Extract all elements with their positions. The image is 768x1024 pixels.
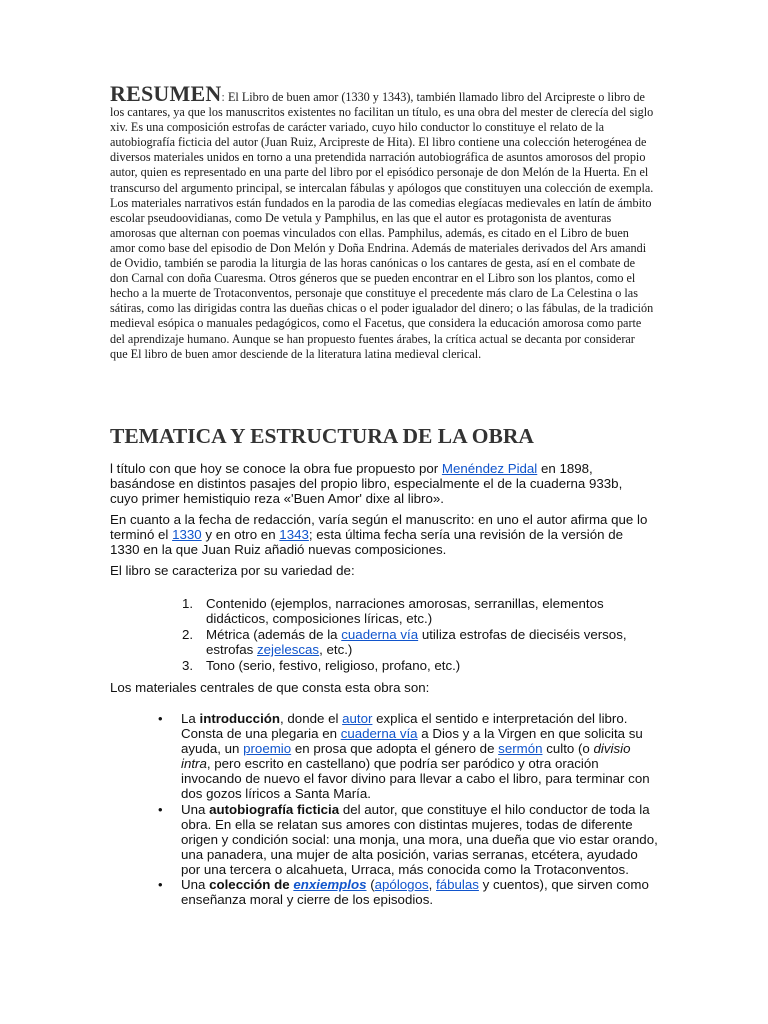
menendez-pidal-link[interactable]: Menéndez Pidal [441, 461, 538, 476]
title-origin-paragraph [110, 461, 650, 507]
proemio-link[interactable]: proemio [243, 741, 292, 756]
resumen-label: RESUMEN [110, 81, 222, 106]
list-item [182, 658, 652, 673]
coleccion-bold: colección de [209, 877, 294, 892]
sermon-link[interactable]: sermón [498, 741, 543, 756]
p1-text-b: en 1898, basándose en distintos pasajes del propio libro, especialmente el de la cuaderna 933b, cuyo primer hemistiquio reza «'Buen Amor' dixe al libro». [110, 461, 623, 507]
list-item [158, 711, 658, 801]
enxiemplos-text: enxiemplos [293, 877, 367, 892]
enxiemplos-link[interactable] [293, 877, 366, 892]
autor-link[interactable]: autor [342, 711, 373, 726]
list-item-text: , pero escrito en castellano) que podría ser paródico y otra oración invocando de nuevo el favor divino para llevar a cabo el libro, para terminar con dos gozos líricos a Santa María. [181, 756, 650, 801]
bullet-icon: • [158, 801, 163, 817]
list-item-text: a Dios y a la Virgen en que solicita su ayuda, un [181, 726, 643, 756]
list-number: 3. [182, 657, 194, 673]
list-item [182, 627, 652, 657]
p2-text-a: En cuanto a la fecha de redacción, varía según el manuscrito: en uno el autor afirma que lo terminó el [110, 512, 648, 543]
list-item-text: del autor, que constituye el hilo conductor de toda la obra. En ella se relatan sus amores con distintas mujeres, todas de diferente origen y condición social: una monja, una mora, una dueña que vio estar orando, una panadera, una mujer de alta posición, varias serranas, etcétera, ayudado por una tercera o alcahueta, Urraca, más conocida como la Trotaconventos. [181, 801, 658, 877]
list-item-text: en prosa que adopta el género de [291, 741, 499, 756]
bullet-icon: • [158, 711, 163, 726]
resumen-colon: : [221, 90, 225, 104]
list-item-text: , etc.) [319, 642, 353, 658]
list-item-text: Una [181, 801, 210, 817]
list-item-text: La [181, 711, 200, 726]
list-item-text: , donde el [280, 711, 343, 726]
list-item-text: explica el sentido e interpretación del libro. Consta de una plegaria en [181, 711, 628, 741]
list-number: 2. [182, 626, 194, 642]
list-item-text: culto (o [542, 741, 594, 756]
variety-intro: El libro se caracteriza por su variedad de: [110, 563, 355, 578]
date-paragraph [110, 512, 650, 558]
resumen-paragraph [110, 81, 655, 362]
p2-text-c: ; esta última fecha sería una revisión de la versión de 1330 en la que Juan Ruiz añadió nuevas composiciones. [110, 527, 624, 558]
divisio-intra-italic: divisio intra [181, 741, 631, 771]
p1-text-a: l título con que hoy se conoce la obra fue propuesto por [110, 461, 442, 476]
cuaderna-via-link[interactable]: cuaderna vía [341, 626, 419, 642]
list-item-text: Contenido (ejemplos, narraciones amorosas, serranillas, elementos didácticos, composiciones líricas, etc.) [206, 596, 604, 627]
list-item-text: Una [181, 877, 210, 892]
list-item-text: Métrica (además de la [206, 626, 342, 642]
list-item-text: Tono (serio, festivo, religioso, profano, etc.) [206, 657, 461, 673]
materials-list [158, 711, 658, 908]
list-item [182, 596, 652, 626]
apologos-link[interactable]: apólogos [374, 877, 429, 892]
zejelescas-link[interactable]: zejelescas [257, 642, 320, 658]
bullet-icon: • [158, 877, 163, 892]
fabulas-link[interactable]: fábulas [436, 877, 479, 892]
list-item-text: , [428, 877, 437, 892]
resumen-text: El Libro de buen amor (1330 y 1343), también llamado libro del Arcipreste o libro de los cantares, ya que los manuscritos existentes no facilitan un título, es una obra del mester de clerecía del siglo xiv. Es una composición estrofas de carácter variado, cuyo hilo conductor lo constituye el relato de la autobiografía ficticia del autor (Juan Ruiz, Arcipreste de Hita). El libro contiene una colección heterogénea de diversos materiales unidos en torno a una pretendida narración autobiográfica de asuntos amorosos del propio autor, quien es representado en una parte del libro por el episódico personaje de don Melón de la Huerta. En el transcurso del argumento principal, se intercalan fábulas y apólogos que constituyen una colección de exempla. Los materiales narrativos están fundados en la parodia de las comedias elegíacas medievales en latín de ámbito escolar pseudoovidianas, como De vetula y Pamphilus, en las que el autor es protagonista de aventuras amorosas que alternan con poemas vinculados con ellas. Pamphilus, además, es citado en el Libro de buen amor como base del episodio de Don Melón y Doña Endrina. Además de materiales derivados del Ars amandi de Ovidio, también se parodia la liturgia de las horas canónicas o los cantares de gesta, así en el combate de don Carnal con doña Cuaresma. Otros géneros que se pueden encontrar en el Libro son los plantos, como el hecho a la muerte de Trotaconventos, personaje que constituye el precedente más claro de La Celestina o las sátiras, como las dirigidas contra las dueñas chicas o el poder igualador del dinero; o las fábulas, de la tradición medieval esópica o manuales pedagógicos, como el Facetus, que considera la educación amorosa como parte del aprendizaje humano. Aunque se han propuesto fuentes árabes, la crítica actual se decanta por considerar que El libro de buen amor desciende de la literatura latina medieval clerical. [110, 90, 654, 361]
list-item [158, 802, 658, 877]
cuaderna-via-link[interactable]: cuaderna vía [340, 726, 418, 741]
list-item-text: ( [366, 877, 375, 892]
list-item-text: y cuentos), que sirven como enseñanza moral y cierre de los episodios. [181, 877, 649, 907]
section-heading: TEMATICA Y ESTRUCTURA DE LA OBRA [110, 424, 534, 448]
year-1330-link[interactable]: 1330 [172, 527, 202, 543]
list-number: 1. [182, 596, 194, 611]
autobiografia-bold: autobiografía ficticia [209, 801, 340, 817]
year-1343-link[interactable]: 1343 [279, 527, 309, 543]
variety-list [182, 596, 652, 674]
materials-intro: Los materiales centrales de que consta esta obra son: [110, 680, 430, 695]
list-item [158, 877, 658, 907]
introduccion-bold: introducción [199, 711, 281, 726]
list-item-text: utiliza estrofas de dieciséis versos, estrofas [206, 626, 627, 658]
p2-text-b: y en otro en [201, 527, 280, 543]
